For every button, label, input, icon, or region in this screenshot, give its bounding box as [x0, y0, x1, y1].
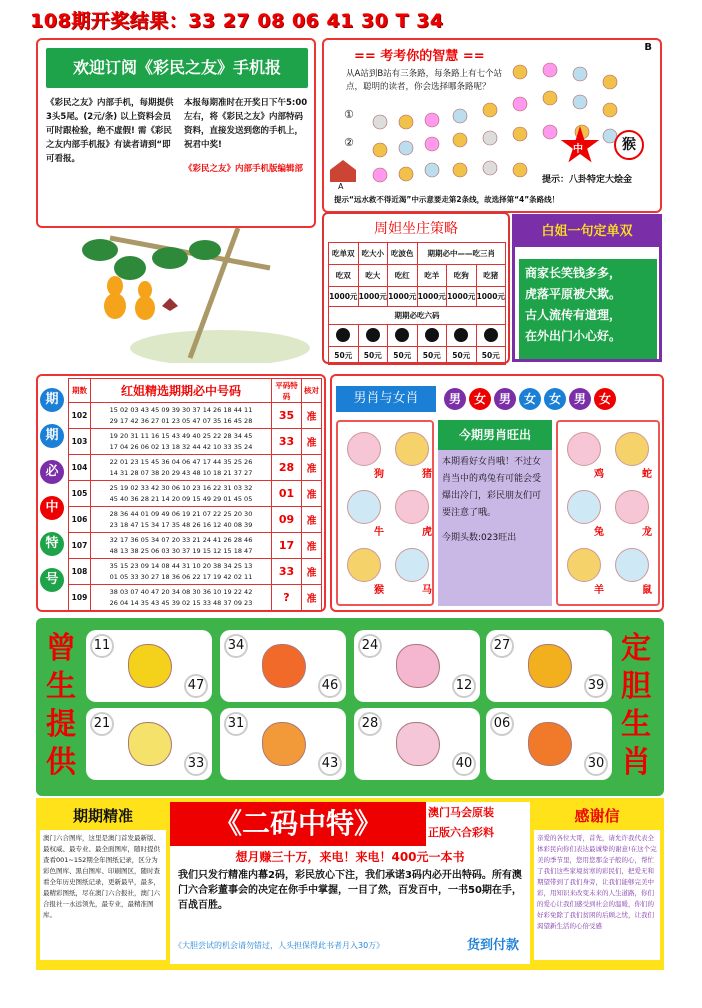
quiz-panel: [322, 38, 662, 213]
draw-result-title: 108期开奖结果：33 27 08 06 41 30 T 34: [30, 10, 444, 32]
gender-circle: 女: [544, 388, 566, 410]
zhouda-cell: 1000元: [329, 287, 359, 307]
zodiac-animal-icon: [262, 644, 306, 688]
baijie-body: [519, 259, 657, 359]
col-header: 平码特码: [272, 379, 302, 403]
zodiac-item: [392, 548, 432, 596]
side-circle: 中: [40, 496, 64, 520]
gender-circle: 女: [469, 388, 491, 410]
numbers-section: [36, 618, 664, 796]
zodiac-item: [564, 548, 604, 596]
center-title: 今期男肖旺出: [438, 420, 552, 450]
special-cell: 09: [272, 507, 302, 533]
zodiac-label: 牛: [374, 527, 384, 538]
zhouda-cell: 50元: [417, 347, 447, 365]
baijie-panel: [512, 214, 662, 362]
check-cell: 准: [302, 455, 322, 481]
baijie-line: 古人流传有道理，: [525, 308, 622, 322]
zodiac-label: 鸡: [594, 469, 604, 480]
subscribe-left-text: 《彩民之友》内部手机，每期提供3头5尾。(2元/条) 以上资料会员可时跟检验，绝不虚假! 需《彩民之友内部手机报》有读者请到“即可看报。: [46, 98, 174, 164]
side-text-1: 澳门马会原装: [428, 806, 494, 819]
side-circle: 期: [40, 388, 64, 412]
zodiac-label: 蛇: [642, 469, 652, 480]
baijie-line: 商家长笑钱多多，: [525, 266, 622, 280]
table-row: [69, 533, 322, 559]
ball-cell: [476, 325, 506, 347]
number-card: [220, 708, 346, 780]
side-circle: 期: [40, 424, 64, 448]
ball-icon: [336, 328, 350, 342]
zodiac-face-icon: [567, 548, 601, 582]
col-header: 红姐精选期期必中号码: [91, 379, 272, 403]
zodiac-animal-icon: [262, 722, 306, 766]
numbers-line: 15 02 03 43 45 09 39 30 37 14 26 18 44 11: [109, 405, 253, 414]
hongjie-table: [68, 378, 322, 611]
zhouda-cell: 期期必吃六码: [329, 307, 506, 325]
zodiac-label: 羊: [594, 585, 604, 596]
number-top: 11: [90, 634, 114, 658]
zodiac-label: 马: [422, 585, 432, 596]
numbers-line: 23 18 47 15 34 17 35 48 26 16 12 40 08 39: [109, 520, 253, 529]
gender-circle: 男: [494, 388, 516, 410]
period-cell: 106: [69, 507, 91, 533]
zodiac-face-icon: [395, 548, 429, 582]
left-info: [40, 802, 166, 964]
period-cell: 103: [69, 429, 91, 455]
zodiac-face-icon: [347, 548, 381, 582]
gourd-illustration: [70, 228, 310, 363]
slogan: 想月赚三十万，来电！来电！400元一本书: [235, 850, 465, 864]
thanks-letter: [534, 802, 660, 964]
quiz-question: 从A站到B站有三条路，每条路上有七个站点，聪明的读者，你会选择哪条路呢？: [346, 69, 503, 92]
zhouda-cell: 吃红: [388, 265, 418, 287]
zodiac-animal-icon: [396, 644, 440, 688]
label-char: 生: [621, 707, 651, 742]
numbers-line: 19 20 31 11 16 15 43 49 40 25 22 28 34 45: [109, 431, 253, 440]
zodiac-face-icon: [615, 432, 649, 466]
label-char: 提: [46, 707, 76, 742]
number-card: [354, 630, 480, 702]
zhouda-panel: [322, 212, 510, 364]
zhouda-cell: 50元: [388, 347, 418, 365]
label-char: 曾: [46, 631, 76, 666]
zhouda-title: 周妲坐庄策略: [374, 221, 458, 237]
subscribe-title: 欢迎订阅《彩民之友》手机报: [46, 48, 308, 88]
numbers-cell: [91, 403, 272, 429]
center-box: [438, 420, 552, 606]
zodiac-item: [392, 432, 432, 480]
zhouda-cell: 吃狗: [447, 265, 477, 287]
numbers-line: 28 36 44 01 09 49 06 19 21 07 22 25 20 30: [109, 509, 253, 518]
table-row: [69, 403, 322, 429]
side-circle: 特: [40, 532, 64, 556]
center-text: 本期看好女肖哦！不过女肖当中的鸡兔有可能会受爆出冷门，彩民朋友们可要注意了哦。: [442, 457, 542, 518]
check-cell: 准: [302, 533, 322, 559]
ball-cell: [329, 325, 359, 347]
ball-icon: [454, 328, 468, 342]
number-card: [354, 708, 480, 780]
quiz-hint: 提示：八卦特定大烩金: [542, 175, 633, 185]
bottom-section: [36, 798, 664, 970]
subscribe-right-text: 本报每期准时在开奖日下午5:00左右，将《彩民之友》内部特码资料，直接发送到您的手机上，祝君中奖!: [184, 98, 308, 150]
zodiac-face-icon: [347, 432, 381, 466]
promo-footer: 《大胆尝试的机会请勿错过，人头担保得此书者月入30万》: [174, 941, 385, 950]
side-circle: 必: [40, 460, 64, 484]
zhouda-cell: 吃大: [358, 265, 388, 287]
baijie-title: 白姐一句定单双: [515, 217, 659, 247]
number-top: 06: [490, 712, 514, 736]
zhouda-cell: 50元: [447, 347, 477, 365]
zhouda-table: [328, 242, 506, 365]
check-cell: 准: [302, 429, 322, 455]
number-bottom: 12: [452, 674, 476, 698]
numbers-line: 35 15 23 09 14 08 44 31 10 20 38 34 25 13: [109, 561, 253, 570]
thanks-title: 感谢信: [574, 807, 620, 825]
gender-circle: 女: [519, 388, 541, 410]
label-char: 胆: [621, 669, 651, 704]
zodiac-animal-icon: [396, 722, 440, 766]
nannv-title: 男肖与女肖: [336, 386, 436, 412]
zhouda-cell: 1000元: [476, 287, 506, 307]
zodiac-label: 虎: [422, 527, 432, 538]
zodiac-face-icon: [347, 490, 381, 524]
zodiac-item: [392, 490, 432, 538]
special-cell: 35: [272, 403, 302, 429]
table-row: [69, 481, 322, 507]
main-promo: [170, 802, 530, 964]
zodiac-animal-icon: [528, 722, 572, 766]
numbers-line: 48 13 38 25 06 03 30 37 19 15 12 15 18 47: [109, 546, 253, 555]
table-row: [69, 585, 322, 611]
zodiac-face-icon: [567, 432, 601, 466]
numbers-cell: [91, 429, 272, 455]
number-top: 21: [90, 712, 114, 736]
start-label: A: [338, 182, 344, 191]
route-label: ②: [344, 136, 354, 149]
side-text-2: 正版六合彩料: [428, 826, 494, 839]
number-bottom: 30: [584, 752, 608, 776]
zhouda-cell: 1000元: [447, 287, 477, 307]
quiz-footer: 提示“远水救不得近渴”中示意要走第2条线，故选择第“4”条路线！: [334, 195, 560, 204]
left-info-text: 澳门六合图库，这里是澳门首发最新版、最权威、最专业、最全面图库，随时提供查看001~152期全年图纸记录，区分为彩色图库、黑白图库、印刷图区，随时查看全年历史图纸记录，更新最早，最多，最精彩图纸，尽在澳门六合报社，澳门六合报社一永远领先，最专业，最精准图库。: [40, 830, 166, 960]
table-row: [69, 507, 322, 533]
number-bottom: 43: [318, 752, 342, 776]
number-card: [86, 708, 212, 780]
period-cell: 108: [69, 559, 91, 585]
subscribe-sign: 《彩民之友》内部手机版编辑部: [184, 164, 304, 174]
numbers-cell: [91, 481, 272, 507]
zodiac-item: [612, 548, 652, 596]
zodiac-label: 兔: [594, 527, 604, 538]
label-char: 供: [46, 745, 76, 780]
check-cell: 准: [302, 585, 322, 611]
col-header: 核对: [302, 379, 322, 403]
zodiac-face-icon: [615, 548, 649, 582]
number-card: [220, 630, 346, 702]
ball-cell: [447, 325, 477, 347]
ball-cell: [388, 325, 418, 347]
period-cell: 107: [69, 533, 91, 559]
zodiac-animal-icon: [128, 722, 172, 766]
nannv-panel: [330, 374, 664, 612]
center-foot: 今期头数:023旺出: [442, 533, 517, 543]
left-vertical-label: [42, 630, 80, 782]
numbers-cell: [91, 585, 272, 611]
numbers-line: 01 05 33 30 27 18 36 06 22 17 19 42 02 11: [109, 572, 253, 581]
right-zodiac-box: [556, 420, 660, 606]
number-top: 31: [224, 712, 248, 736]
special-cell: ?: [272, 585, 302, 611]
number-top: 34: [224, 634, 248, 658]
number-top: 28: [358, 712, 382, 736]
col-header: 期数: [69, 379, 91, 403]
gender-circle: 男: [569, 388, 591, 410]
number-bottom: 33: [184, 752, 208, 776]
zhouda-cell: 吃大小: [358, 243, 388, 265]
numbers-line: 25 19 02 33 42 30 06 10 23 16 22 31 03 32: [109, 483, 253, 492]
pay-label: 货到付款: [466, 938, 519, 953]
hongjie-panel: [36, 374, 326, 612]
zhouda-cell: 50元: [329, 347, 359, 365]
animal-path-icons: [360, 60, 660, 185]
zodiac-item: [344, 432, 384, 480]
zodiac-label: 鼠: [642, 585, 652, 596]
quiz-corner-label: B: [644, 42, 652, 53]
number-top: 27: [490, 634, 514, 658]
numbers-cell: [91, 455, 272, 481]
numbers-line: 17 04 26 06 02 13 18 32 44 42 10 33 35 24: [109, 442, 253, 451]
zodiac-label: 龙: [642, 527, 652, 538]
special-cell: 33: [272, 559, 302, 585]
number-bottom: 46: [318, 674, 342, 698]
number-top: 24: [358, 634, 382, 658]
numbers-cell: [91, 559, 272, 585]
check-cell: 准: [302, 507, 322, 533]
zhouda-cell: 吃羊: [417, 265, 447, 287]
ball-cell: [358, 325, 388, 347]
check-cell: 准: [302, 481, 322, 507]
number-card: [486, 708, 612, 780]
ball-icon: [366, 328, 380, 342]
period-cell: 102: [69, 403, 91, 429]
number-bottom: 47: [184, 674, 208, 698]
number-card: [486, 630, 612, 702]
zhouda-cell: 期期必中——吃三肖: [417, 243, 506, 265]
zhouda-cell: 1000元: [417, 287, 447, 307]
label-char: 肖: [621, 745, 651, 780]
numbers-line: 26 04 14 35 43 45 39 02 15 33 48 37 09 23: [109, 598, 253, 607]
numbers-line: 32 17 36 05 34 07 20 33 21 24 41 26 28 46: [109, 535, 253, 544]
zodiac-label: 猴: [374, 585, 384, 596]
zodiac-animal-icon: [528, 644, 572, 688]
table-row: [69, 559, 322, 585]
numbers-line: 14 31 28 07 38 20 29 43 48 10 18 21 37 27: [109, 468, 253, 477]
label-char: 定: [621, 631, 651, 666]
route-label: ①: [344, 108, 354, 121]
number-bottom: 39: [584, 674, 608, 698]
side-circle: 号: [40, 568, 64, 592]
subscribe-panel: [36, 38, 316, 228]
hongjie-rows: [69, 403, 322, 611]
ball-icon: [395, 328, 409, 342]
ball-cell: [417, 325, 447, 347]
numbers-line: 45 40 36 28 21 14 20 09 15 49 29 01 45 05: [109, 494, 253, 503]
numbers-line: 38 03 07 40 47 20 34 08 30 36 10 19 22 42: [109, 587, 253, 596]
zodiac-face-icon: [395, 490, 429, 524]
special-cell: 01: [272, 481, 302, 507]
ball-icon: [425, 328, 439, 342]
numbers-line: 22 01 23 15 45 36 04 06 47 17 44 35 25 26: [109, 457, 253, 466]
ball-icon: [484, 328, 498, 342]
check-cell: 准: [302, 403, 322, 429]
gender-circles: [444, 388, 664, 410]
star-label: 中: [573, 144, 583, 155]
table-row: [69, 455, 322, 481]
hongjie-side-labels: [40, 388, 68, 592]
left-info-title: 期期精准: [72, 807, 133, 825]
numbers-cell: [91, 533, 272, 559]
check-cell: 准: [302, 559, 322, 585]
number-bottom: 40: [452, 752, 476, 776]
table-row: [69, 429, 322, 455]
zhouda-cell: 1000元: [358, 287, 388, 307]
baijie-line: 在外出门小心好。: [525, 329, 622, 343]
zhouda-cell: 吃单双: [329, 243, 359, 265]
zhouda-cell: 吃双: [329, 265, 359, 287]
gender-circle: 女: [594, 388, 616, 410]
zhouda-cell: 1000元: [388, 287, 418, 307]
zhouda-cell: 吃猪: [476, 265, 506, 287]
period-cell: 109: [69, 585, 91, 611]
main-title: 《二码中特》: [170, 802, 426, 846]
zodiac-face-icon: [395, 432, 429, 466]
zhouda-cell: 吃波色: [388, 243, 418, 265]
zodiac-item: [612, 490, 652, 538]
zodiac-face-icon: [615, 490, 649, 524]
period-cell: 104: [69, 455, 91, 481]
special-cell: 28: [272, 455, 302, 481]
zodiac-face-icon: [567, 490, 601, 524]
zodiac-animal-icon: [128, 644, 172, 688]
promo-body: 我们只发行精准内幕2码，彩民放心下注，我们承诺3码内必开出特码。所有澳门六合彩董事会的决定在你手中掌握，一目了然，百发百中，一书50期在手，百战百胜。: [178, 870, 522, 911]
special-cell: 17: [272, 533, 302, 559]
thanks-text: 亲爱的各位大哥，首先，请允许我代表全体彩民向你们表达最诚挚的谢意!在这个完美的季节里，您用您那金子般的心，帮忙了我们这些家境贫寒的彩民们，把爱无和期望带到了我们身旁，让我们能够完美中彩，用知识来改变未来的人生道路，你们的爱心让我们感受到社会的温暖，你们的好彩免除了我们贫困的后顾之忧，让我们渴望新生活的心倍受感: [534, 830, 660, 960]
zodiac-label: 猪: [422, 469, 432, 480]
right-vertical-label: [616, 630, 656, 782]
zodiac-item: [564, 432, 604, 480]
numbers-cell: [91, 507, 272, 533]
answer-circle: 猴: [614, 130, 644, 160]
period-cell: 105: [69, 481, 91, 507]
zodiac-label: 狗: [374, 469, 384, 480]
numbers-line: 29 17 42 36 27 01 23 05 47 07 35 16 45 28: [109, 416, 253, 425]
gender-circle: 男: [444, 388, 466, 410]
special-cell: 33: [272, 429, 302, 455]
zodiac-item: [344, 548, 384, 596]
number-card: [86, 630, 212, 702]
zodiac-item: [612, 432, 652, 480]
zhouda-cell: 50元: [358, 347, 388, 365]
baijie-line: 虎落平原被犬欺。: [525, 287, 622, 301]
zodiac-item: [564, 490, 604, 538]
zodiac-item: [344, 490, 384, 538]
zhouda-cell: 50元: [476, 347, 506, 365]
left-zodiac-box: [336, 420, 434, 606]
label-char: 生: [46, 669, 76, 704]
quiz-title: == 考考你的智慧 ==: [354, 49, 485, 64]
